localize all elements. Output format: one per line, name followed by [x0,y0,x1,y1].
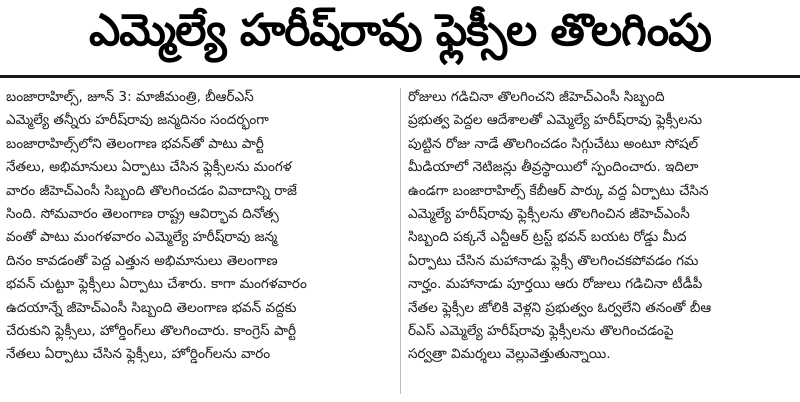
body-line: నార్హం. మహానాడు పూర్తయి ఆరు రోజులు గడిచినా టీడీపీ [408,276,703,293]
body-line: దినం కావడంతో పెద్ద ఎత్తున అభిమానులు తెలంగాణ [6,252,278,269]
body-line: మీడియాలో నెటిజన్లు తీవ్రస్థాయిలో స్పందించారు. ఇదిలా [408,159,699,176]
body-line: సిబ్బంది పక్కనే ఎన్టీఆర్ ట్రస్ట్ భవన్ బయట రోడ్డు మీద [408,229,687,246]
column-divider [400,88,401,394]
body-line: నేతలు, అభిమానులు ఏర్పాటు చేసిన ఫ్లెక్సీలను మంగళ [6,159,292,176]
body-line: ప్రభుత్వ పెద్దల ఆదేశాలతో ఎమ్మెల్యే హరీష్‌రావు ఫ్లెక్సీలను [408,112,703,129]
body-line: రోజులు గడిచినా తొలగించని జీహెచ్ఎంసీ సిబ్బంది [408,89,665,105]
article-column-left [6,86,394,398]
body-line: వంతో పాటు మంగళవారం ఎమ్మెల్యే హరీష్‌రావు జన్మ [6,229,278,246]
body-line: ఎమ్మెల్యే హరీష్‌రావు ఫ్లెక్సీలను తొలగించిన జీహెచ్ఎంసీ [408,206,690,223]
article-column-right [408,86,796,398]
body-line: చేరుకుని ఫ్లెక్సీలు, హోర్డింగ్‌లు తొలగించారు. కాంగ్రెస్ పార్టీ [6,323,297,340]
headline-rule [0,75,800,78]
article-headline: ఎమ్మెల్యే హరీష్‌రావు ఫ్లెక్సీల తొలగింపు [89,5,711,56]
body-line: ఉదయాన్నే జీహెచ్ఎంసీ సిబ్బంది తెలంగాణ భవన్ వద్దకు [6,299,297,316]
body-line: పుట్టిన రోజు నాడే తొలగించడం సిగ్గుచేటు అంటూ సోషల్ [408,135,699,152]
body-line: ఎమ్మెల్యే తన్నీరు హరీష్‌రావు జన్మదినం సందర్భంగా [6,112,269,129]
body-line: ఉండగా బంజారాహిల్స్ కేబీఆర్ పార్కు వద్ద ఏర్పాటు చేసిన [408,182,709,199]
body-line: వారం జీహెచ్ఎంసీ సిబ్బంది తొలగించడం వివాదాన్ని రాజే [6,182,297,199]
body-line: భవన్ చుట్టూ ఫ్లెక్సీలు ఏర్పాటు చేశారు. కాగా మంగళవారం [6,276,307,293]
body-line: సింది. సోమవారం తెలంగాణ రాష్ట్ర ఆవిర్భావ దినోత్స [6,206,279,223]
body-line: నేతల ఫ్లెక్సీల జోలికి వెళ్లని ప్రభుత్వం ఓర్వలేని తనంతో బీఆ [408,299,712,316]
body-line: సర్వత్రా విమర్శలు వెల్లువెత్తుతున్నాయి. [408,346,611,363]
body-line: ర్ఎస్ ఎమ్మెల్యే హరీష్‌రావు ఫ్లెక్సీలను తొలగించడంపై [408,323,674,340]
body-line: ఏర్పాటు చేసిన మహానాడు ఫ్లెక్సీ తొలగించకపోవడం గమ [408,252,699,269]
body-line: బంజారాహిల్స్‌లోని తెలంగాణ భవన్‌తో పాటు పార్టీ [6,135,264,152]
body-line: బంజారాహిల్స్, జూన్ 3: మాజీమంత్రి, బీఆర్ఎస్ [6,89,254,105]
body-line: నేతలు ఏర్పాటు చేసిన ఫ్లెక్సీలు, హోర్డింగ్‌లను వారం [6,346,271,363]
